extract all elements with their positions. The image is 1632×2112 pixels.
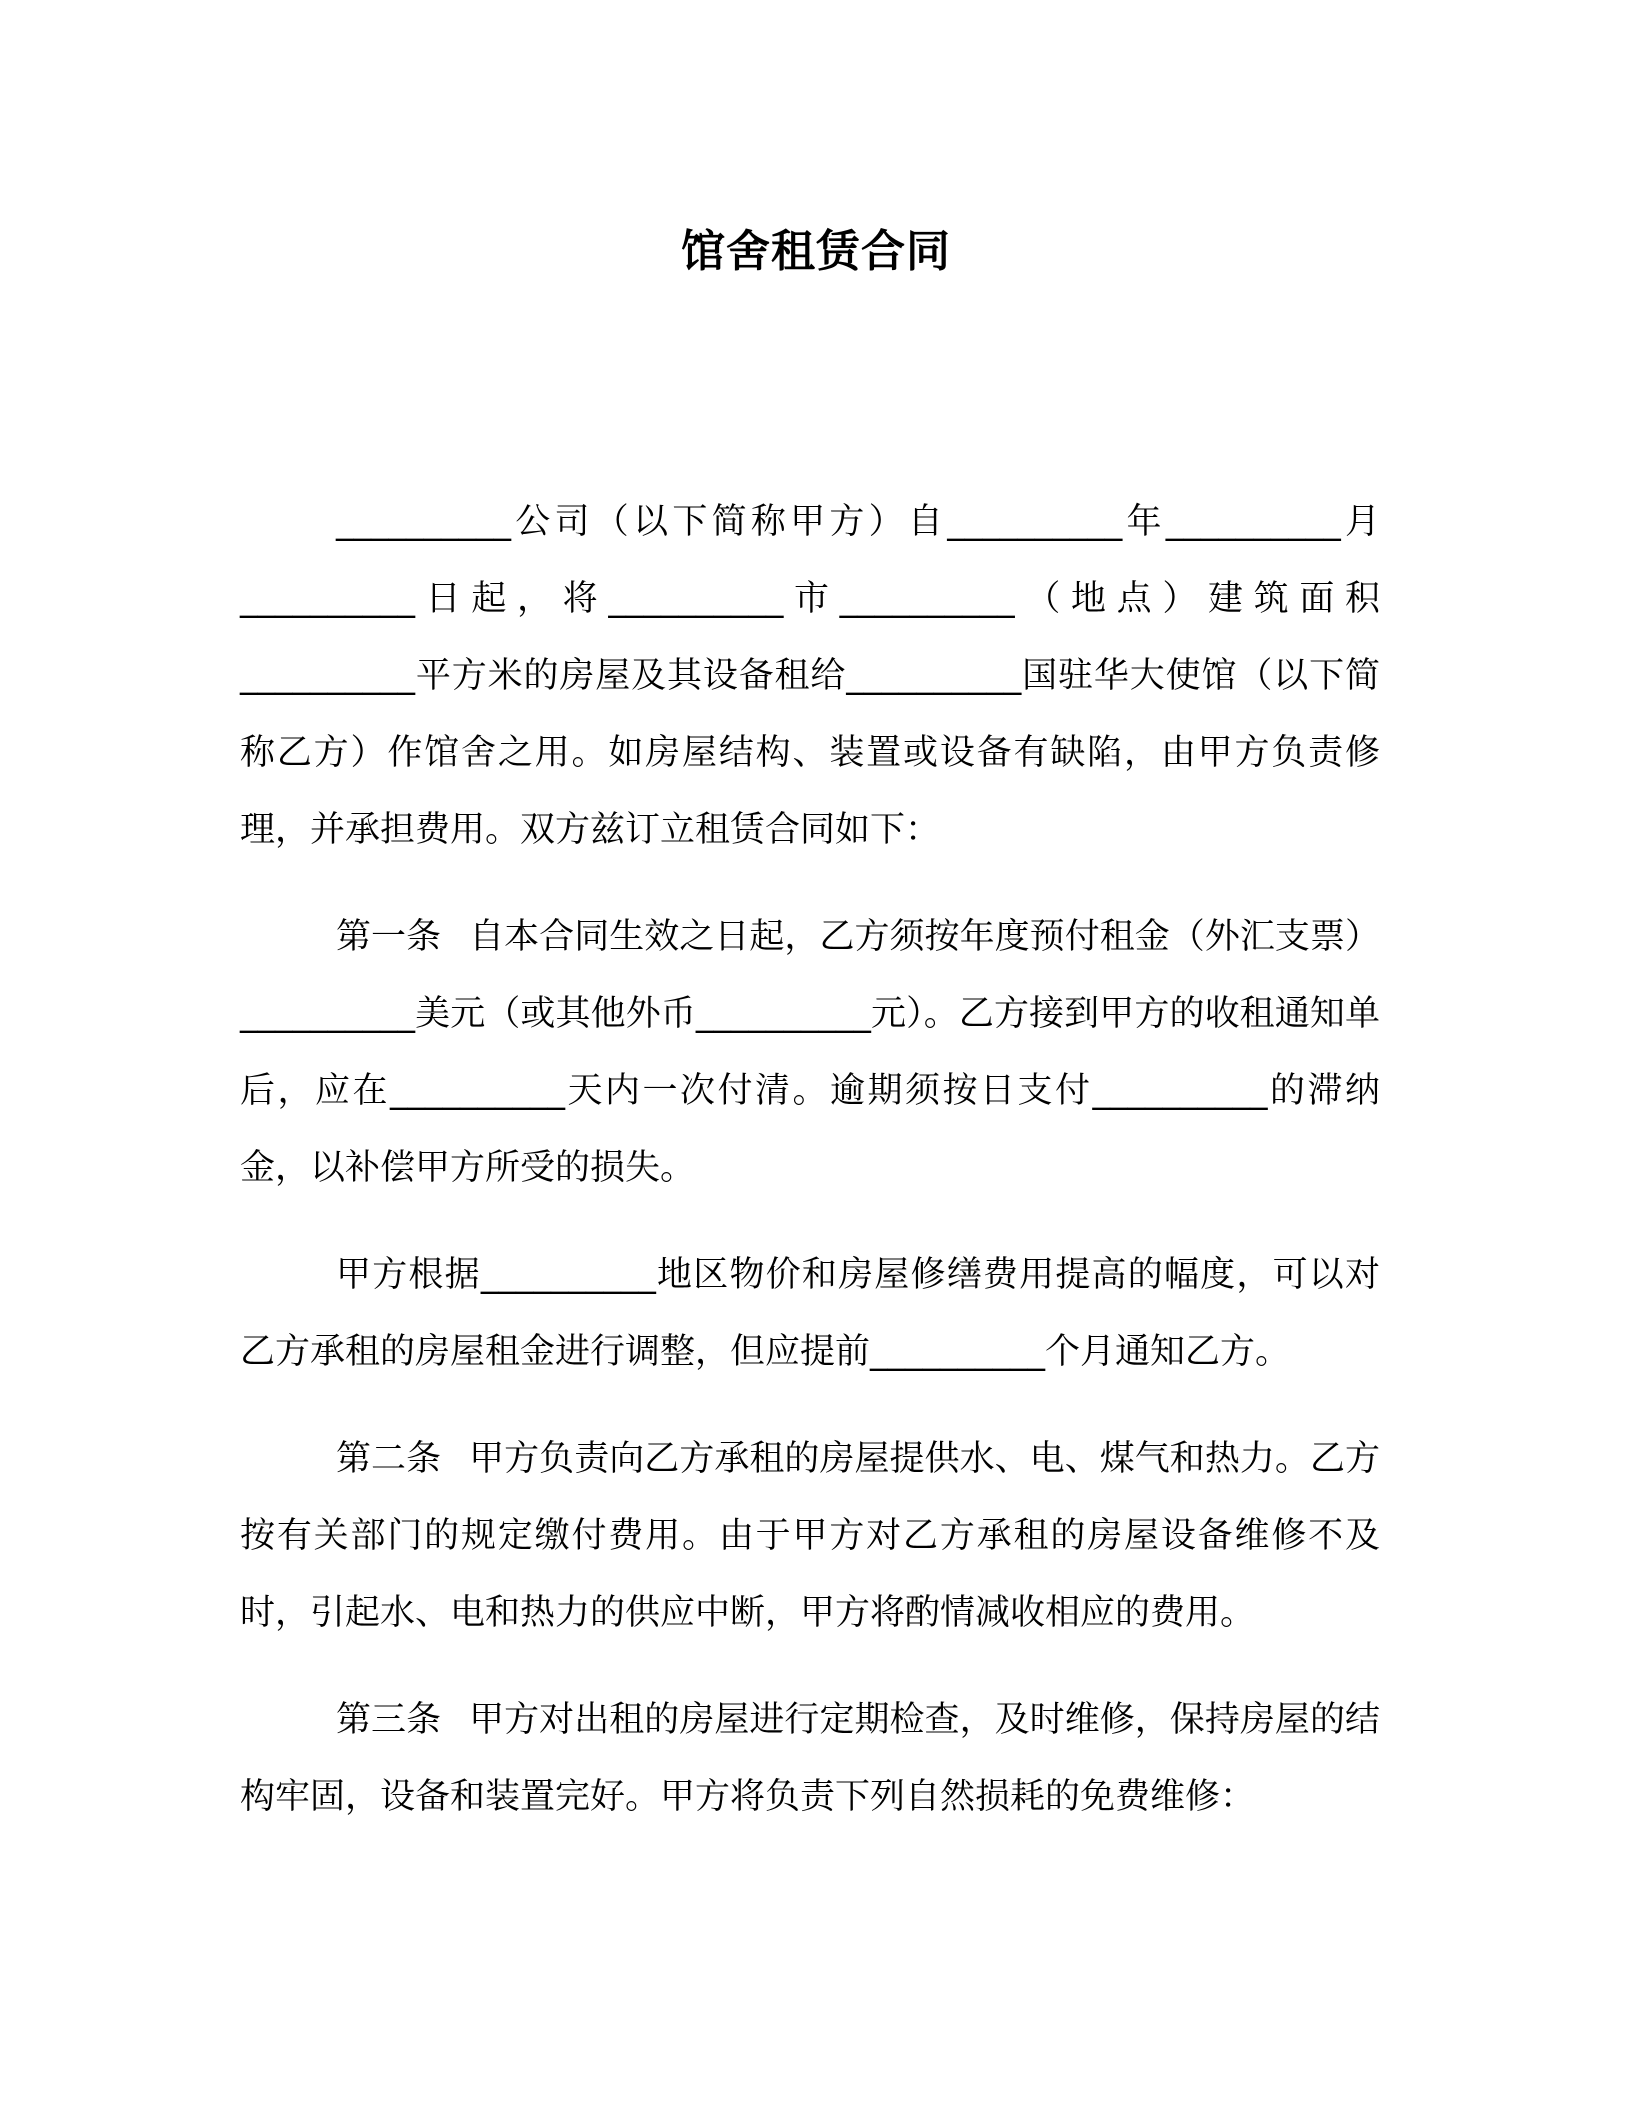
clause-3-paragraph bbox=[240, 1682, 1380, 1836]
clause-2-label: 第二条 bbox=[336, 1439, 442, 1479]
clause-1-continuation: 甲方根据__________地区物价和房屋修缮费用提高的幅度，可以对乙方承租的房屋租金进行调整，但应提前__________个月通知乙方。 bbox=[240, 1255, 1380, 1372]
clause-2-paragraph bbox=[240, 1421, 1380, 1652]
clause-1-label: 第一条 bbox=[336, 917, 442, 957]
clause-2-text: 甲方负责向乙方承租的房屋提供水、电、煤气和热力。乙方按有关部门的规定缴付费用。由于甲方对乙方承租的房屋设备维修不及时，引起水、电和热力的供应中断，甲方将酌情减收相应的费用。 bbox=[240, 1439, 1380, 1633]
clause-3-label: 第三条 bbox=[336, 1700, 442, 1740]
clause-3-text: 甲方对出租的房屋进行定期检查，及时维修，保持房屋的结构牢固，设备和装置完好。甲方将负责下列自然损耗的免费维修： bbox=[240, 1700, 1380, 1817]
document-body bbox=[240, 484, 1380, 1836]
document-title: 馆舍租赁合同 bbox=[681, 226, 951, 277]
clause-1-text: 自本合同生效之日起，乙方须按年度预付租金（外汇支票）__________美元（或其他外币__________元）。乙方接到甲方的收租通知单后，应在__________天内一次付清。逾期须按日支付__________的滞纳金，以补偿甲方所受的损失。 bbox=[240, 917, 1380, 1188]
clause-1-paragraph bbox=[240, 899, 1380, 1207]
intro-paragraph: __________公司（以下简称甲方）自__________年__________月__________日起，将__________市__________（地点）建筑面积__________平方米的房屋及其设备租给__________国驻华大使馆（以下简称乙方）作馆舍之用。如房屋结构、装置或设备有缺陷，由甲方负责修理，并承担费用。双方兹订立租赁合同如下： bbox=[240, 502, 1380, 850]
